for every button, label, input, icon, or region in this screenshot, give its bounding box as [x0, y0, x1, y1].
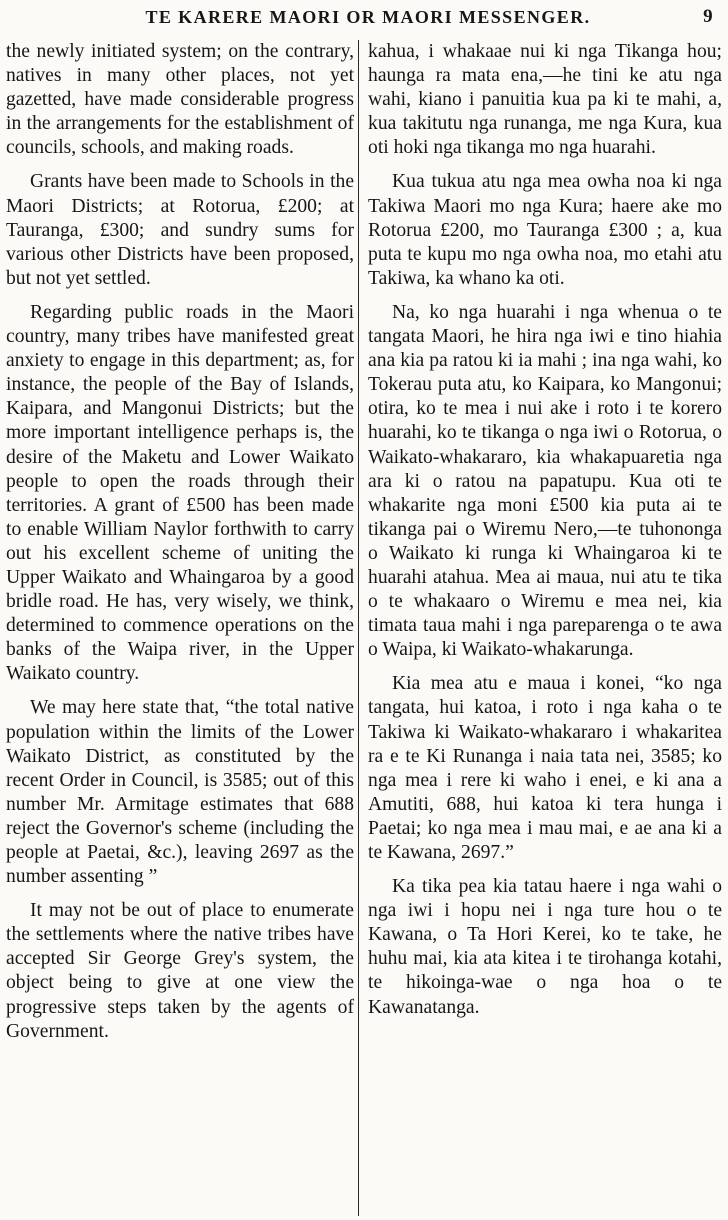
page-number: 9 [703, 6, 714, 27]
maori-paragraph: Na, ko nga huarahi i nga whenua o te tangata Maori, he hira nga iwi e tino hiahia ana kia pa ratou ki ia mahi ; ina nga wahi, ko Tokerau puta atu, ko Kaipara, ko Mangonui; otira, ko te mea i nui ake i roto i te korero huarahi, ko te tikanga o nga iwi o Rotorua, o Waikato-whakararo, kia whakapuaretia nga ara ki o ratou na papatupu. Kua oti te whakarite nga moni £500 kia puta ai te tikanga pai o Wiremu Nero,—te tuhononga o Waikato ki runga ki Whaingaroa ki te huarahi atahua. Mea ai maua, nui atu te tika o te whakaaro o Wiremu e mea nei, kia timata taua mahi i nga pareparenga o te awa o Waipa, ki Waikato-whakarunga. [368, 301, 723, 661]
page-header [4, 0, 722, 40]
english-paragraph: Regarding public roads in the Maori country, many tribes have manifested great anxiety to engage in this department; as, for instance, the people of the Bay of Islands, Kaipara, and Mangonui Districts; but the more important intelligence perhaps is, the desire of the Maketu and Lower Waikato people to open the roads through their territories. A grant of £500 has been made to enable William Naylor forthwith to carry out his excellent scheme of uniting the Upper Waikato and Whaingaroa by a good bridle road. He has, very wisely, we think, determined to commence operations on the banks of the Waipa river, in the Upper Waikato country. [6, 301, 355, 685]
english-paragraph: Grants have been made to Schools in the Maori Districts; at Rotorua, £200; at Tauranga, £300; and sundry sums for various other Districts have been proposed, but not yet settled. [6, 171, 355, 289]
maori-paragraph: Kua tukua atu nga mea owha noa ki nga Takiwa Maori mo nga Kura; haere ake mo Rotorua £200, mo Tauranga £300 ; a, kua puta te kupu mo nga owha noa, mo etahi atu Takiwa, ka whano ka oti. [368, 171, 723, 289]
english-paragraph: the newly initiated system; on the contrary, natives in many other places, not yet gazetted, have made considerable progress in the arrangements for the establishment of councils, schools, and making roads. [6, 41, 355, 159]
maori-paragraph: Ka tika pea kia tatau haere i nga wahi o nga iwi i hopu nei i nga ture hou o te Kawana, o Ta Hori Kerei, ko te take, he huhu mai, kia ata kitea i te tirohanga kotahi, te hikoinga-wae o nga hoa o te Kawanatanga. [368, 876, 723, 1018]
page-title: TE KARERE MAORI OR MAORI MESSENGER. [145, 7, 591, 27]
english-paragraph: We may here state that, “the total native population within the limits of the Lower Waikato District, as constituted by the recent Order in Council, is 3585; out of this number Mr. Armitage estimates that 688 reject the Governor's scheme (including the people at Paetai, &c.), leaving 2697 as the number assenting ” [6, 697, 355, 888]
maori-paragraph: kahua, i whakaae nui ki nga Tikanga hou; haunga ra mata ena,—he tini ke atu nga wahi, kiano i panuitia kua pa ki te mahi, a, kua takitutu nga runanga, me nga Kura, kua oti hoki nga tikanga mo nga huarahi. [368, 41, 723, 159]
english-column [4, 40, 358, 1216]
two-column-body [4, 40, 722, 1216]
maori-paragraph: Kia mea atu e maua i konei, “ko nga tangata, hui katoa, i roto i nga kaha o te Takiwa ki Waikato-whakararo i whakaritea ra e te Ki Runanga i naia tata nei, 3585; ko nga mea i rere ki waho i enei, e ki ana a Amutiti, 688, hui katoa ki tera hunga i Paetai; ko nga mea i mau mai, e ae ana ki a te Kawana, 2697.” [368, 673, 723, 863]
maori-column [359, 40, 722, 1216]
english-paragraph: It may not be out of place to enumerate the settlements where the native tribes have accepted Sir George Grey's system, the object being to give at one view the progressive steps taken by the agents of Government. [6, 900, 355, 1042]
